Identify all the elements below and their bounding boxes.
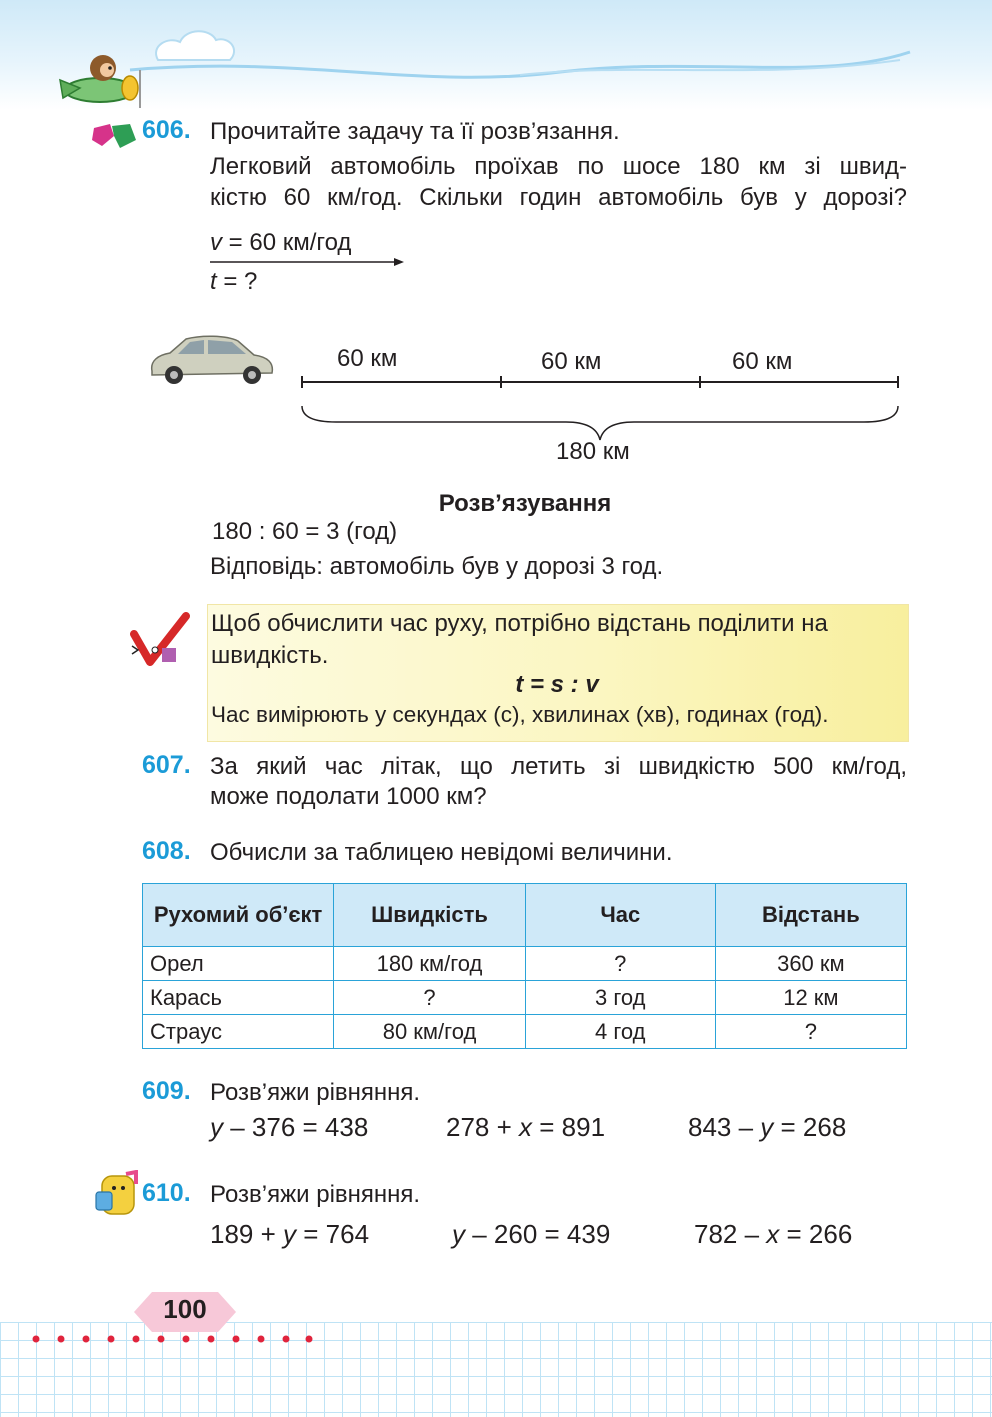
exercise-606-problem-line-1: Легковий автомобіль проїхав по шосе 180 км зі швид- [210, 153, 907, 180]
car-icon [146, 333, 276, 387]
exercise-610-number: 610. [142, 1179, 191, 1207]
exercise-609-prompt: Розв’яжи рівняння. [210, 1079, 421, 1106]
table-cell: Страус [143, 1015, 334, 1049]
equation-variable: y [760, 1112, 774, 1142]
solution-title: Розв’язування [438, 490, 612, 517]
exercise-608-prompt: Обчисли за таблицею невідомі величини. [210, 839, 673, 866]
exercise-609-number: 609. [142, 1077, 191, 1105]
data-table [142, 883, 907, 1049]
segment-label-1: 60 км [337, 345, 398, 372]
exercise-607-line-1: За який час літак, що летить зі швидкістю 500 км/год, [210, 753, 907, 780]
table-cell: ? [525, 947, 715, 981]
equation-part: – 376 = 438 [223, 1112, 369, 1142]
equation-part: 782 – [694, 1219, 767, 1249]
equation-610-1 [210, 1219, 369, 1250]
equation-part: = 268 [773, 1112, 847, 1142]
equation-610-2 [452, 1219, 610, 1250]
airplane-hedgehog-icon [55, 40, 150, 110]
rule-formula: t = s : v [515, 671, 599, 698]
equation-variable: y [210, 1112, 223, 1142]
equation-variable: x [519, 1112, 533, 1142]
backpack-icon [92, 1170, 144, 1218]
header-object: Рухомий об’єкт [143, 884, 334, 947]
table-cell: 12 км [715, 981, 906, 1015]
rule-line-1: Щоб обчислити час руху, потрібно відстань поділити на [211, 610, 828, 637]
segment-label-3: 60 км [732, 348, 793, 375]
table-row [143, 1015, 907, 1049]
speed-value: = 60 км/год [222, 229, 352, 256]
equation-part: = 266 [779, 1219, 853, 1249]
solution-line: 180 : 60 = 3 (год) [212, 518, 398, 545]
header-speed: Швидкість [334, 884, 526, 947]
table-cell: 180 км/год [334, 947, 526, 981]
page-number: 100 [163, 1294, 207, 1324]
checkmark-mascot-icon [128, 612, 192, 670]
equation-part: 843 – [688, 1112, 761, 1142]
equation-part: = 764 [296, 1219, 370, 1249]
equation-609-1 [210, 1112, 368, 1143]
equation-variable: y [283, 1219, 297, 1249]
time-condition [210, 265, 257, 298]
equation-610-3 [694, 1219, 852, 1250]
header-time: Час [525, 884, 715, 947]
equation-variable: y [452, 1219, 465, 1249]
rule-units: Час вимірюють у секундах (с), хвилинах (хв), годинах (год). [211, 702, 829, 727]
exercise-606-number: 606. [142, 116, 191, 144]
table-cell: Карась [143, 981, 334, 1015]
exercise-608-number: 608. [142, 837, 191, 865]
equation-609-2 [446, 1112, 605, 1143]
table-header-row [143, 884, 907, 947]
speed-variable: v [210, 229, 222, 256]
rule-line-2: швидкість. [211, 642, 329, 669]
time-value: = ? [216, 268, 258, 295]
exercise-606-prompt: Прочитайте задачу та її розв’язання. [210, 118, 620, 145]
time-variable: t [210, 268, 217, 295]
header-distance: Відстань [715, 884, 906, 947]
table-cell: 360 км [715, 947, 906, 981]
exercise-607-line-2: може подолати 1000 км? [210, 783, 487, 810]
table-row [143, 981, 907, 1015]
table-cell: 3 год [525, 981, 715, 1015]
table-row [143, 947, 907, 981]
puzzle-icon [90, 118, 140, 154]
answer-line: Відповідь: автомобіль був у дорозі 3 год. [210, 553, 664, 580]
table-cell: ? [334, 981, 526, 1015]
segment-label-2: 60 км [541, 348, 602, 375]
total-distance-label: 180 км [556, 438, 630, 465]
table-cell: Орел [143, 947, 334, 981]
table-cell: 80 км/год [334, 1015, 526, 1049]
equation-part: 189 + [210, 1219, 284, 1249]
table-cell: ? [715, 1015, 906, 1049]
dot-row [28, 1332, 318, 1346]
equation-part: – 260 = 439 [465, 1219, 611, 1249]
cloud-icon [156, 31, 234, 60]
equation-part: 278 + [446, 1112, 520, 1142]
exercise-610-prompt: Розв’яжи рівняння. [210, 1181, 421, 1208]
exercise-607-number: 607. [142, 751, 191, 779]
exercise-606-problem-line-2: кістю 60 км/год. Скільки годин автомобіль був у дорозі? [210, 184, 907, 211]
equation-variable: x [766, 1219, 780, 1249]
table-cell: 4 год [525, 1015, 715, 1049]
equation-609-3 [688, 1112, 846, 1143]
equation-part: = 891 [532, 1112, 606, 1142]
